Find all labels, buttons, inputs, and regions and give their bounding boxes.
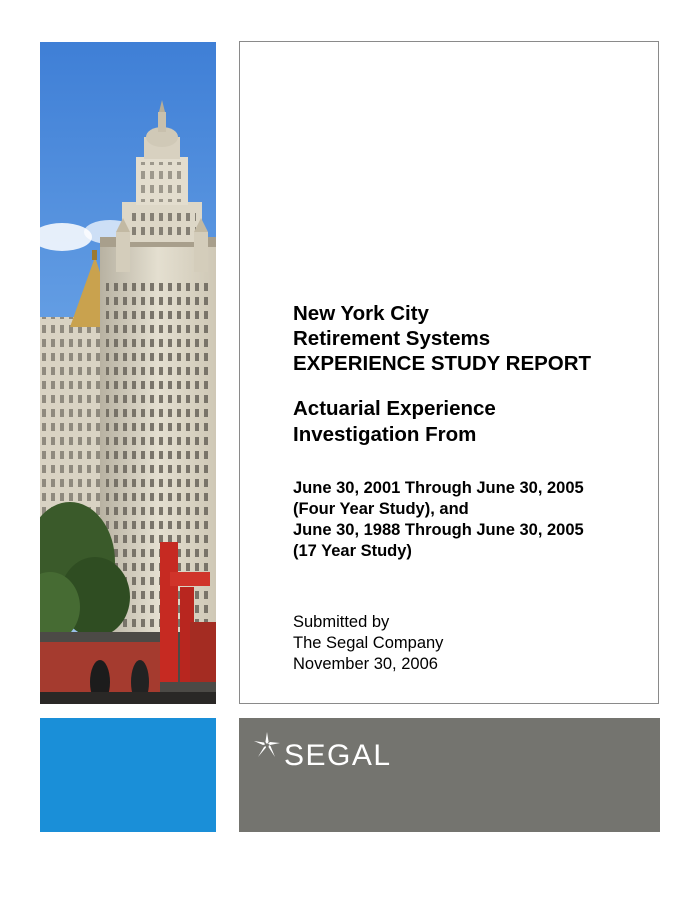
report-title-line: EXPERIENCE STUDY REPORT [293,352,592,375]
report-subtitle [293,396,653,448]
submission-date: November 30, 2006 [293,655,438,673]
submitted-by-label: Submitted by [293,613,390,631]
submitting-company: The Segal Company [293,634,444,652]
logo-band [239,718,660,832]
segal-logo [254,732,392,771]
blue-accent-block [40,718,216,832]
study-periods [293,478,653,562]
report-subtitle-line: Investigation From [293,423,477,446]
logo-wordmark: SEGAL [284,739,392,772]
submission-info [293,612,653,675]
title-content [293,301,653,675]
report-title-line: New York City [293,302,429,325]
study-period-line: (17 Year Study) [293,542,412,560]
report-subtitle-line: Actuarial Experience [293,397,496,420]
cover-photo-municipal-building [40,42,216,704]
study-period-line: June 30, 1988 Through June 30, 2005 [293,521,584,539]
star-burst-icon [254,732,280,758]
study-period-line: (Four Year Study), and [293,500,469,518]
study-period-line: June 30, 2001 Through June 30, 2005 [293,479,584,497]
title-box [239,41,659,704]
report-title-line: Retirement Systems [293,327,491,350]
report-title [293,301,653,376]
